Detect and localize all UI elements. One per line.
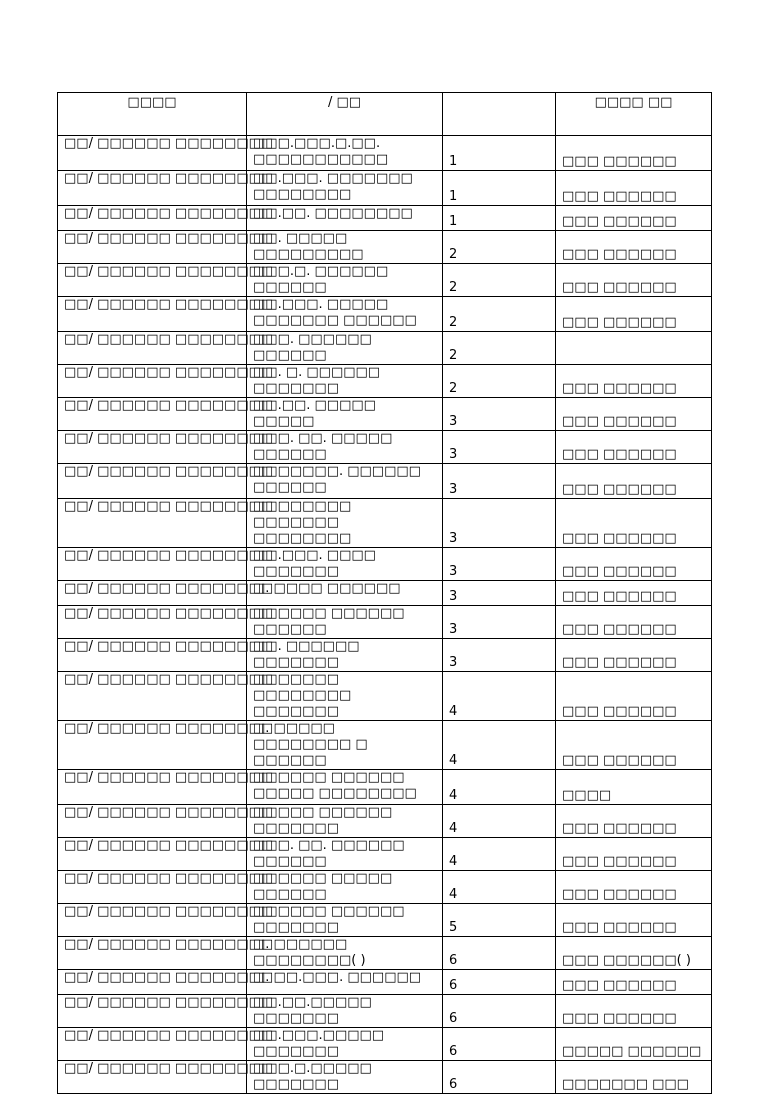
table-cell: □□/ □□□□□□ □□□□□□□□ <box>58 871 247 904</box>
table-cell: □□.□□□.□□□□□ □□□□□□□ <box>247 1028 443 1061</box>
table-cell: 6 <box>443 1028 556 1061</box>
table-cell: □□/ □□□□□□ □□□□□□□□ <box>58 805 247 838</box>
table-cell: □□□ □□□□□□ <box>556 970 712 995</box>
table-cell: □□□□□□ □□□□□ □□□□□□ <box>247 871 443 904</box>
table-row <box>58 995 712 1028</box>
header-cell-3 <box>443 93 556 136</box>
table-row <box>58 581 712 606</box>
table-cell: □□/ □□□□□□ □□□□□□□□ <box>58 904 247 937</box>
table-cell: 3 <box>443 464 556 499</box>
table-row <box>58 297 712 332</box>
table-row <box>58 838 712 871</box>
table-cell: □□/ □□□□□□ □□□□□□□□ <box>58 606 247 639</box>
table-row <box>58 770 712 805</box>
table-row <box>58 805 712 838</box>
table-cell: □□/ □□□□□□ □□□□□□□□ <box>58 264 247 297</box>
table-cell: □□□ □□□□□□ <box>556 365 712 398</box>
table-cell: 3 <box>443 548 556 581</box>
table-cell: □□□ □□□□□□ <box>556 548 712 581</box>
table-cell: 1 <box>443 136 556 171</box>
table-cell: □□/ □□□□□□ □□□□□□□□ <box>58 171 247 206</box>
table-cell: □□. □. □□□□□□ □□□□□□□ <box>247 365 443 398</box>
table-row <box>58 904 712 937</box>
table-cell: □□□ □□□□□□ <box>556 721 712 770</box>
table-row <box>58 264 712 297</box>
table-cell: □□□□□ □□□□□□ □□□□□□□ <box>247 805 443 838</box>
table-cell: □□/ □□□□□□ □□□□□□□□ <box>58 548 247 581</box>
table-cell: 3 <box>443 606 556 639</box>
table-cell: 4 <box>443 838 556 871</box>
table-row <box>58 365 712 398</box>
table-cell: □□□ □□□□□□ <box>556 904 712 937</box>
table-cell: □□□ □□□□□□ <box>556 464 712 499</box>
table-cell: □□□ □□□□□□ <box>556 838 712 871</box>
table-cell: □□/ □□□□□□ □□□□□□□□ <box>58 297 247 332</box>
table-row <box>58 970 712 995</box>
table-cell: □□□. □□□□□□ □□□□□□ <box>247 332 443 365</box>
table-cell: □□□ □□□□□□ <box>556 136 712 171</box>
table-cell: □□□ □□□□□□ <box>556 264 712 297</box>
table-cell: □□/ □□□□□□ □□□□□□□□ <box>58 581 247 606</box>
document-table <box>57 92 712 1094</box>
table-cell: □□□ □□□□□□ <box>556 431 712 464</box>
table-cell: □□. □□□□□ □□□□□□□□□ <box>247 231 443 264</box>
table-row <box>58 548 712 581</box>
table-cell: □□□□□□□□ □□□□□□□ □□□□□□□□ <box>247 499 443 548</box>
table-cell: □□□□□□□ □□□ <box>556 1061 712 1094</box>
table-cell: □□□□□ □□□□□□ <box>556 1028 712 1061</box>
table-cell: □□/ □□□□□□ □□□□□□□□ <box>58 499 247 548</box>
table-row <box>58 1028 712 1061</box>
table-cell: 2 <box>443 332 556 365</box>
table-cell: □□/ □□□□□□ □□□□□□□□ <box>58 721 247 770</box>
table-cell: □□□ □□□□□□ <box>556 231 712 264</box>
table-cell: 4 <box>443 805 556 838</box>
table-cell: 5 <box>443 904 556 937</box>
table-cell: □□□ □□□□□□ <box>556 805 712 838</box>
table-cell: □□/ □□□□□□ □□□□□□□□ <box>58 206 247 231</box>
table-cell: 3 <box>443 499 556 548</box>
table-cell: □□/ □□□□□□ □□□□□□□□ <box>58 672 247 721</box>
table-row <box>58 171 712 206</box>
table-cell: □□/ □□□□□□ □□□□□□□□ <box>58 1028 247 1061</box>
table-cell: □□.□□. □□□□□ □□□□□ <box>247 398 443 431</box>
table-cell: □□□ □□□□□□ <box>556 297 712 332</box>
table-row <box>58 721 712 770</box>
table-cell: □. □□□□□□ □□□□□□□□( ) <box>247 937 443 970</box>
table-cell: □□□□□□□. □□□□□□ □□□□□□ <box>247 464 443 499</box>
table-cell: □□/ □□□□□□ □□□□□□□□ <box>58 770 247 805</box>
table-cell: □□□ □□□□□□ <box>556 499 712 548</box>
table-row <box>58 464 712 499</box>
table-cell: 1 <box>443 171 556 206</box>
table-cell: □□.□□. □□□□□□□□ <box>247 206 443 231</box>
table-cell: 2 <box>443 231 556 264</box>
table-row <box>58 639 712 672</box>
table-cell: □□/ □□□□□□ □□□□□□□□ <box>58 970 247 995</box>
table-cell: □□/ □□□□□□ □□□□□□□□ <box>58 639 247 672</box>
table-cell: □□□ □□□□□□ <box>556 171 712 206</box>
table-cell: 3 <box>443 398 556 431</box>
header-cell-1: □□□□ <box>58 93 247 136</box>
table-cell: □□□□□□□ □□□□□□□□ □□□□□□□ <box>247 672 443 721</box>
table-cell <box>556 332 712 365</box>
table-cell: □□.□□.□□□□□ □□□□□□□ <box>247 995 443 1028</box>
table-cell: □□□ □□□□□□ <box>556 871 712 904</box>
table-cell: □□□□□□ □□□□□□ □□□□□ □□□□□□□□ <box>247 770 443 805</box>
table-cell: □. □□.□□□. □□□□□□ <box>247 970 443 995</box>
table-row <box>58 398 712 431</box>
table-row <box>58 231 712 264</box>
table-cell: 4 <box>443 672 556 721</box>
header-cell-2: / □□ <box>247 93 443 136</box>
table-cell: □□□ □□□□□□ <box>556 639 712 672</box>
table-cell: 4 <box>443 871 556 904</box>
table-cell: □□/ □□□□□□ □□□□□□□□ <box>58 431 247 464</box>
table-row <box>58 871 712 904</box>
table-header-row <box>58 93 712 136</box>
table-cell: □□/ □□□□□□ □□□□□□□□ <box>58 464 247 499</box>
table-cell: □□□ □□□□□□ <box>556 581 712 606</box>
table-cell: 3 <box>443 581 556 606</box>
table-cell: 3 <box>443 639 556 672</box>
table-cell: □□□ □□□□□□ <box>556 606 712 639</box>
table-cell: 2 <box>443 264 556 297</box>
table-row <box>58 206 712 231</box>
table-body <box>58 136 712 1094</box>
table-row <box>58 606 712 639</box>
table-cell: □□. □□□□□□ □□□□□□□ <box>247 639 443 672</box>
table-cell: □□□.□.□□□□□ □□□□□□□ <box>247 1061 443 1094</box>
table-row <box>58 1061 712 1094</box>
table-cell: □□.□□□. □□□□ □□□□□□□ <box>247 548 443 581</box>
table-cell: □. □□□□ □□□□□□ <box>247 581 443 606</box>
table-cell: □□□ □□□□□□ <box>556 398 712 431</box>
table-cell: □□□.□. □□□□□□ □□□□□□ <box>247 264 443 297</box>
table-cell: 6 <box>443 1061 556 1094</box>
table-row <box>58 332 712 365</box>
table-cell: 6 <box>443 937 556 970</box>
table-cell: □□/ □□□□□□ □□□□□□□□ <box>58 231 247 264</box>
table-cell: □□/ □□□□□□ □□□□□□□□ <box>58 365 247 398</box>
table-cell: □□/ □□□□□□ □□□□□□□□ <box>58 398 247 431</box>
table-cell: □□.□□□. □□□□□□□ □□□□□□□□ <box>247 171 443 206</box>
table-cell: □□□.□□□.□.□□. □□□□□□□□□□□ <box>247 136 443 171</box>
table-cell: □□□□□□ □□□□□□ □□□□□□ <box>247 606 443 639</box>
table-cell: □□□□□□ □□□□□□ □□□□□□□ <box>247 904 443 937</box>
table-row <box>58 672 712 721</box>
table-cell: □□/ □□□□□□ □□□□□□□□ <box>58 995 247 1028</box>
table-cell: □□□ □□□□□□( ) <box>556 937 712 970</box>
table-row <box>58 136 712 171</box>
table-cell: □□□. □□. □□□□□□ □□□□□□ <box>247 838 443 871</box>
table-cell: 6 <box>443 970 556 995</box>
table-cell: □□□ □□□□□□ <box>556 995 712 1028</box>
table-cell: □□/ □□□□□□ □□□□□□□□ <box>58 1061 247 1094</box>
table-cell: 2 <box>443 365 556 398</box>
table-cell: 6 <box>443 995 556 1028</box>
table-row <box>58 937 712 970</box>
table-cell: □□□ □□□□□□ <box>556 672 712 721</box>
table-cell: □□/ □□□□□□ □□□□□□□□ <box>58 136 247 171</box>
table-cell: 3 <box>443 431 556 464</box>
table-row <box>58 431 712 464</box>
table-cell: 4 <box>443 770 556 805</box>
table-cell: 2 <box>443 297 556 332</box>
table-cell: □□.□□□. □□□□□ □□□□□□□ □□□□□□ <box>247 297 443 332</box>
table-cell: 1 <box>443 206 556 231</box>
table-cell: □□□□ <box>556 770 712 805</box>
table-cell: □□/ □□□□□□ □□□□□□□□ <box>58 937 247 970</box>
table-cell: □□/ □□□□□□ □□□□□□□□ <box>58 838 247 871</box>
table-row <box>58 499 712 548</box>
table-cell: □□/ □□□□□□ □□□□□□□□ <box>58 332 247 365</box>
header-cell-4: □□□□ □□ <box>556 93 712 136</box>
table-cell: □□□ □□□□□□ <box>556 206 712 231</box>
table-cell: □. □□□□□ □□□□□□□□ □ □□□□□□ <box>247 721 443 770</box>
table-cell: 4 <box>443 721 556 770</box>
table-cell: □□□. □□. □□□□□ □□□□□□ <box>247 431 443 464</box>
